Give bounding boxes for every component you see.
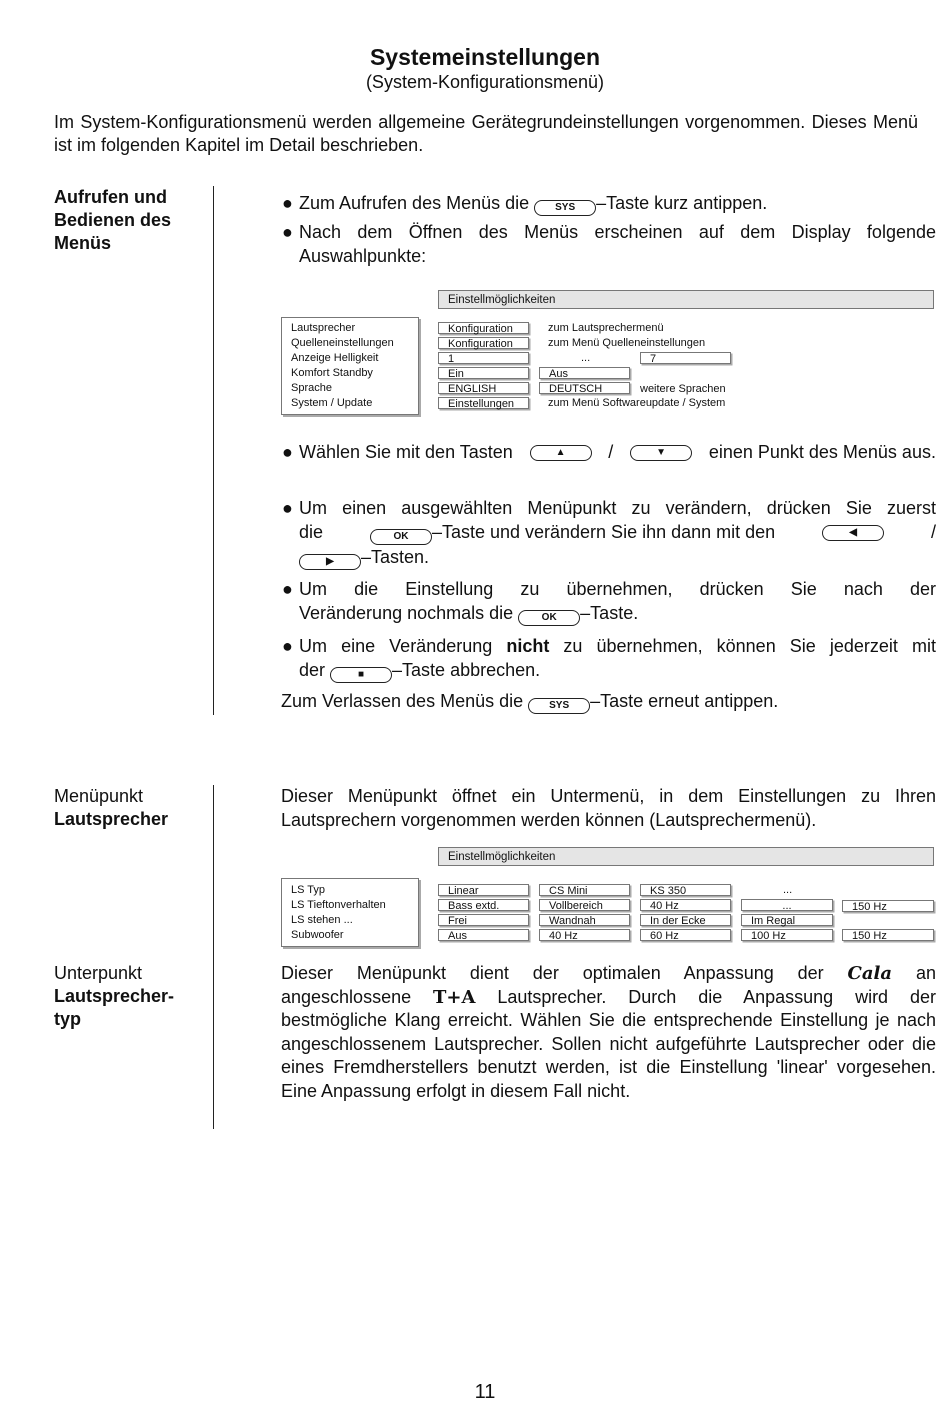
page-subtitle: (System-Konfigurationsmenü) <box>365 72 605 92</box>
desc-text: Dieser Menüpunkt dient der optimalen Anpassung der <box>281 963 824 983</box>
menu2-option: CS Mini <box>539 884 630 896</box>
menu1-value: 7 <box>640 352 731 364</box>
menu1-label: Sprache <box>291 382 332 394</box>
right-key-icon: ▶ <box>299 554 361 570</box>
menu1-value: zum Lautsprechermenü <box>548 322 664 334</box>
lautsprecher-description: Dieser Menüpunkt öffnet ein Untermenü, in dem Einstellungen zu Ihren Lautsprechern vorgenommen werden können (Lautsprechermenü). <box>281 786 936 830</box>
menu2-label: LS stehen ... <box>291 914 353 926</box>
bullet-1 <box>282 191 936 216</box>
desc-text: angeschlossene <box>281 986 412 1007</box>
bullet-text: Nach dem Öffnen des Menüs erscheinen auf dem Display folgende Auswahlpunkte: <box>299 222 936 266</box>
menu2-label-box <box>281 878 419 947</box>
bullet-dot: ● <box>282 193 293 213</box>
menu1-label: Anzeige Helligkeit <box>291 352 379 364</box>
menu1-value: Aus <box>539 367 630 379</box>
side-label-bold: Lautsprecher <box>54 809 169 829</box>
bullet-text: Um eine Veränderung <box>299 636 493 656</box>
bullet-text: der <box>299 660 326 680</box>
menu1-option: ENGLISH <box>438 382 529 394</box>
bullet-text: –Taste. <box>580 603 639 623</box>
bullet-text: –Taste und verändern Sie ihn dann mit den <box>431 522 776 542</box>
menu1-label: Komfort Standby <box>291 367 373 379</box>
desc-text: an <box>915 963 936 983</box>
menu2-option: ... <box>741 899 833 911</box>
bullet-text: einen Punkt des Menüs aus. <box>708 442 936 462</box>
bullet-text: zu übernehmen, können Sie jederzeit mit <box>563 636 936 656</box>
menu1-label-box <box>281 317 419 415</box>
menu2-option: Aus <box>438 929 529 941</box>
menu2-option: 60 Hz <box>640 929 731 941</box>
menu2-header: Einstellmöglichkeiten <box>438 847 934 866</box>
lautsprechertyp-description <box>281 962 936 1103</box>
bullet-dot: ● <box>282 442 293 462</box>
bullet-dot: ● <box>282 498 293 518</box>
menu1-label: Lautsprecher <box>291 322 356 334</box>
section-divider <box>213 186 214 715</box>
menu1-value: DEUTSCH <box>539 382 630 394</box>
menu2-option: Linear <box>438 884 529 896</box>
bullet-text: Veränderung nochmals die <box>299 603 514 623</box>
bullet-4 <box>282 496 936 570</box>
bullet-text: Wählen Sie mit den Tasten <box>299 442 513 462</box>
menu1-label: Quelleneinstellungen <box>291 337 394 349</box>
menu2-label: LS Typ <box>291 884 326 896</box>
bullet-dot: ● <box>282 636 293 656</box>
bullet-text-bold: nicht <box>506 636 550 656</box>
down-key-icon: ▼ <box>630 445 692 461</box>
section-heading-lautsprecher <box>54 785 204 831</box>
bullet-dot: ● <box>282 222 293 242</box>
menu2-option: Bass extd. <box>438 899 529 911</box>
menu1-option: Einstellungen <box>438 397 529 409</box>
ok-key-icon: OK <box>518 610 580 626</box>
ta-logo: T+A <box>433 986 476 1008</box>
menu1-value: zum Menü Quelleneinstellungen <box>548 337 706 349</box>
menu1-value: weitere Sprachen <box>640 383 726 395</box>
bullet-2 <box>282 220 936 268</box>
left-key-icon: ◀ <box>822 525 884 541</box>
section-heading-lautsprechertyp <box>54 962 204 1031</box>
menu2-option: Wandnah <box>539 914 630 926</box>
menu2-option: 150 Hz <box>842 929 934 941</box>
menu1-option: Konfiguration <box>438 337 529 349</box>
menu2-option: Frei <box>438 914 529 926</box>
menu2-option: 40 Hz <box>640 899 731 911</box>
menu1-option: Ein <box>438 367 529 379</box>
side-label: Unterpunkt <box>54 963 143 983</box>
section-heading-aufrufen: Aufrufen und Bedienen des Menüs <box>54 187 172 253</box>
menu2-option: KS 350 <box>640 884 731 896</box>
menu2-label: LS Tieftonverhalten <box>291 899 386 911</box>
menu2-label: Subwoofer <box>291 929 344 941</box>
menu2-option: In der Ecke <box>640 914 731 926</box>
bullet-5 <box>282 577 936 626</box>
desc-text: bestmögliche Klang erreicht. Wählen Sie die entsprechende Einstellung je nach angeschlossenem Lautsprecher. Sollen nicht aufgeführte Lautsprecher oder die eines Fremdherstellers benutzt werden, ist die Einstellung 'linear' vorgesehen. Eine Anpassung erfolgt in diesem Fall nicht. <box>281 1010 936 1101</box>
bullet-text: –Tasten. <box>361 547 430 567</box>
bullet-text: –Taste kurz antippen. <box>596 193 768 213</box>
side-label-bold: typ <box>54 1009 81 1029</box>
up-key-icon: ▲ <box>530 445 592 461</box>
intro-paragraph: Im System-Konfigurationsmenü werden allgemeine Gerätegrundeinstellungen vorgenommen. Dieses Menü ist im folgenden Kapitel im Detail beschrieben. <box>54 112 918 155</box>
menu1-option: 1 <box>438 352 529 364</box>
bullet-text: / <box>930 522 936 542</box>
bullet-text: / <box>608 442 614 462</box>
menu1-label: System / Update <box>291 397 373 409</box>
section-divider <box>213 785 214 1129</box>
exit-text: Zum Verlassen des Menüs die <box>281 691 524 711</box>
menu2-option: 100 Hz <box>741 929 833 941</box>
menu1-header: Einstellmöglichkeiten <box>438 290 934 309</box>
menu2-option: ... <box>783 884 793 896</box>
ok-key-icon: OK <box>370 529 432 545</box>
menu1-value: zum Menü Softwareupdate / System <box>548 397 726 409</box>
menu2-option: 150 Hz <box>842 900 934 912</box>
sys-key-icon: SYS <box>528 698 590 714</box>
exit-instruction <box>281 690 936 714</box>
bullet-text: Um die Einstellung zu übernehmen, drücken Sie nach der <box>299 579 936 599</box>
menu1-value: ... <box>581 352 591 364</box>
bullet-text: Um einen ausgewählten Menüpunkt zu verändern, drücken Sie zuerst <box>299 498 936 518</box>
stop-key-icon: ■ <box>330 667 392 683</box>
bullet-text: Zum Aufrufen des Menüs die <box>299 193 530 213</box>
sys-key-icon: SYS <box>534 200 596 216</box>
bullet-3 <box>282 440 936 464</box>
side-label-bold: Lautsprecher- <box>54 986 175 1006</box>
desc-text: Lautsprecher. Durch die Anpassung wird der <box>497 986 936 1007</box>
menu2-option: Vollbereich <box>539 899 630 911</box>
side-label: Menüpunkt <box>54 786 144 806</box>
bullet-6 <box>282 634 936 683</box>
bullet-dot: ● <box>282 579 293 599</box>
exit-text: –Taste erneut antippen. <box>590 691 779 711</box>
menu2-option: Im Regal <box>741 914 833 926</box>
menu2-option: 40 Hz <box>539 929 630 941</box>
bullet-text: –Taste abbrechen. <box>392 660 541 680</box>
page-number: 11 <box>474 1381 496 1403</box>
menu1-option: Konfiguration <box>438 322 529 334</box>
bullet-text: die <box>299 522 324 542</box>
page-title: Systemeinstellungen <box>369 44 601 70</box>
cala-logo: Cala <box>847 963 893 984</box>
